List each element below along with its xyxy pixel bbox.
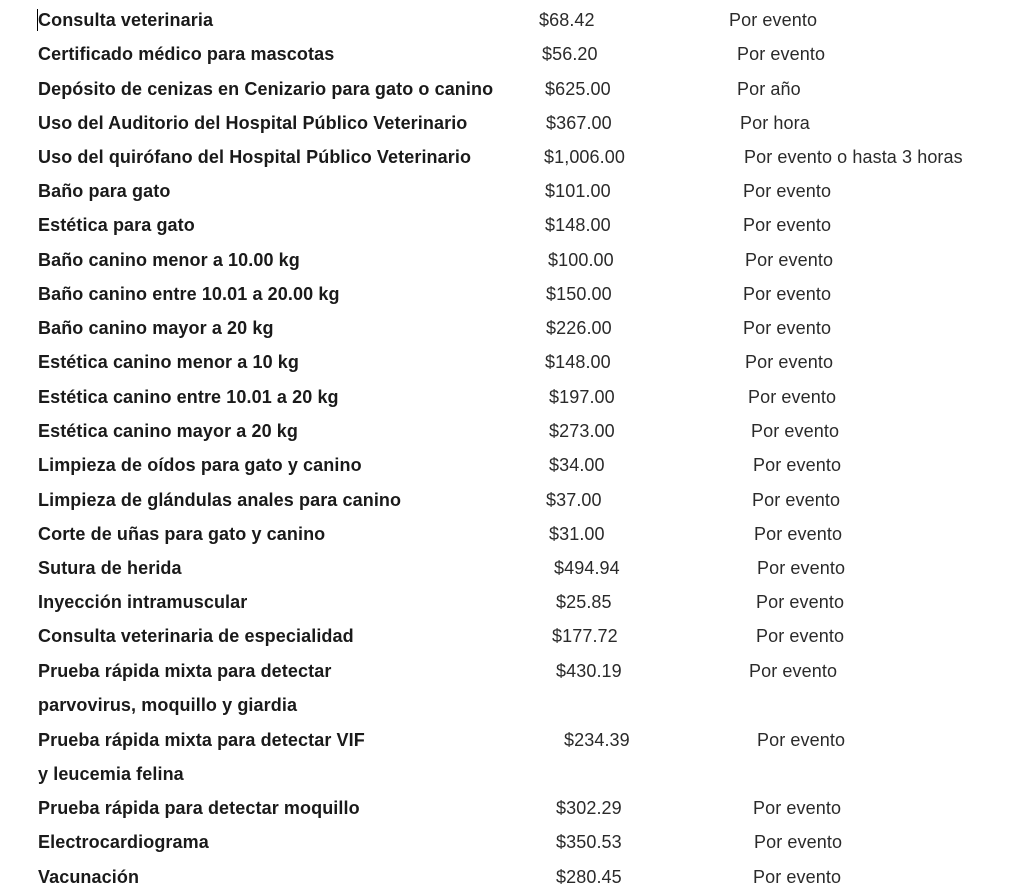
service-price: $430.19 <box>556 661 622 681</box>
service-price: $150.00 <box>546 284 612 304</box>
service-unit: Por evento <box>749 661 838 681</box>
service-unit: Por hora <box>740 113 810 133</box>
service-name-continued: parvovirus, moquillo y giardia <box>38 695 298 715</box>
service-price: $494.94 <box>554 558 620 578</box>
service-unit: Por evento <box>753 867 842 887</box>
service-price: $302.29 <box>556 798 622 818</box>
service-name: Baño canino mayor a 20 kg <box>38 318 274 338</box>
service-unit: Por evento o hasta 3 horas <box>744 147 963 167</box>
service-price: $280.45 <box>556 867 622 887</box>
service-name: Vacunación <box>38 867 140 887</box>
service-unit: Por evento <box>729 10 818 30</box>
service-name: Estética para gato <box>38 215 195 235</box>
service-unit: Por evento <box>745 250 834 270</box>
service-unit: Por evento <box>743 215 832 235</box>
service-name: Limpieza de oídos para gato y canino <box>38 455 362 475</box>
service-name: Consulta veterinaria <box>38 10 214 30</box>
service-unit: Por evento <box>752 490 841 510</box>
service-unit: Por evento <box>748 387 837 407</box>
service-price: $273.00 <box>549 421 615 441</box>
service-price: $234.39 <box>564 730 630 750</box>
service-price: $101.00 <box>545 181 611 201</box>
service-name: Estética canino menor a 10 kg <box>38 352 299 372</box>
service-unit: Por evento <box>756 592 845 612</box>
service-price: $34.00 <box>549 455 605 475</box>
service-name: Estética canino mayor a 20 kg <box>38 421 299 441</box>
service-price: $226.00 <box>546 318 612 338</box>
service-price: $197.00 <box>549 387 615 407</box>
service-name: Estética canino entre 10.01 a 20 kg <box>38 387 339 407</box>
service-price: $350.53 <box>556 832 622 852</box>
service-name: Depósito de cenizas en Cenizario para gato o canino <box>38 79 494 99</box>
service-unit: Por evento <box>743 181 832 201</box>
service-price: $100.00 <box>548 250 614 270</box>
service-name: Sutura de herida <box>38 558 182 578</box>
service-price: $148.00 <box>545 352 611 372</box>
service-name: Corte de uñas para gato y canino <box>38 524 326 544</box>
service-price: $367.00 <box>546 113 612 133</box>
service-price: $177.72 <box>552 626 618 646</box>
service-name: Baño canino entre 10.01 a 20.00 kg <box>38 284 340 304</box>
service-price: $25.85 <box>556 592 612 612</box>
service-price: $68.42 <box>539 10 595 30</box>
service-name: Consulta veterinaria de especialidad <box>38 626 354 646</box>
service-name: Prueba rápida mixta para detectar <box>38 661 332 681</box>
service-unit: Por evento <box>754 832 843 852</box>
service-price: $625.00 <box>545 79 611 99</box>
service-name: Limpieza de glándulas anales para canino <box>38 490 402 510</box>
service-unit: Por evento <box>753 798 842 818</box>
service-name: Certificado médico para mascotas <box>38 44 335 64</box>
service-unit: Por evento <box>751 421 840 441</box>
service-name: Electrocardiograma <box>38 832 209 852</box>
service-unit: Por evento <box>743 318 832 338</box>
service-price: $37.00 <box>546 490 602 510</box>
service-unit: Por evento <box>753 455 842 475</box>
service-name: Prueba rápida mixta para detectar VIF <box>38 730 365 750</box>
service-price: $56.20 <box>542 44 598 64</box>
service-unit: Por evento <box>754 524 843 544</box>
service-unit: Por evento <box>737 44 826 64</box>
service-unit: Por evento <box>745 352 834 372</box>
service-price: $148.00 <box>545 215 611 235</box>
service-unit: Por evento <box>757 558 846 578</box>
service-name: Baño para gato <box>38 181 171 201</box>
service-unit: Por evento <box>743 284 832 304</box>
service-unit: Por año <box>737 79 801 99</box>
service-unit: Por evento <box>756 626 845 646</box>
service-name: Baño canino menor a 10.00 kg <box>38 250 300 270</box>
service-name: Uso del quirófano del Hospital Público Veterinario <box>38 147 472 167</box>
service-price: $1,006.00 <box>544 147 625 167</box>
service-name: Uso del Auditorio del Hospital Público Veterinario <box>38 113 468 133</box>
service-unit: Por evento <box>757 730 846 750</box>
service-name: Inyección intramuscular <box>38 592 248 612</box>
service-name-continued: y leucemia felina <box>38 764 184 784</box>
service-name: Prueba rápida para detectar moquillo <box>38 798 360 818</box>
service-price: $31.00 <box>549 524 605 544</box>
